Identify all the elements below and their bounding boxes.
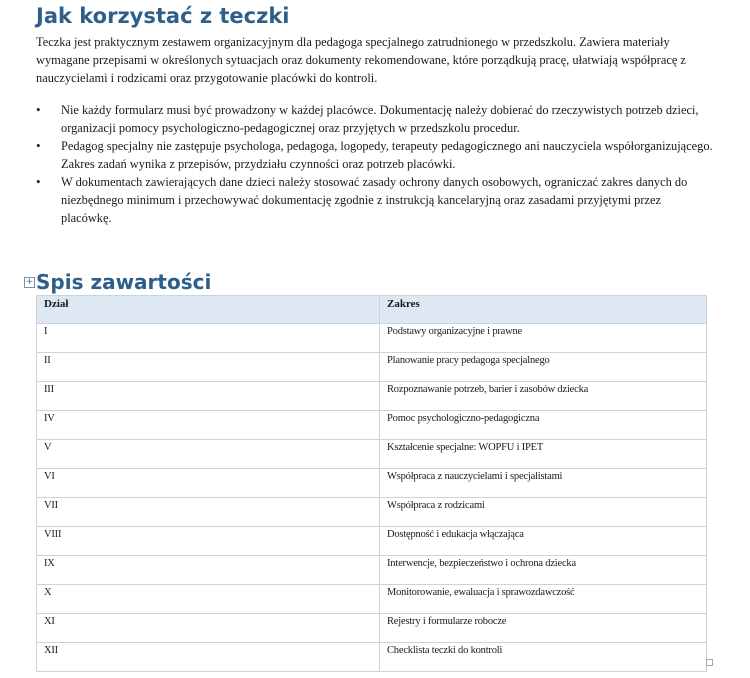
scope-cell: Pomoc psychologiczno-pedagogiczna xyxy=(380,411,707,440)
table-row xyxy=(37,324,707,353)
section-cell: X xyxy=(37,585,380,614)
section-cell: VI xyxy=(37,469,380,498)
document-page xyxy=(36,0,713,672)
section-cell: XII xyxy=(37,643,380,672)
section-cell: I xyxy=(37,324,380,353)
column-header-section: Dział xyxy=(37,296,380,324)
table-row xyxy=(37,353,707,382)
table-row xyxy=(37,643,707,672)
section-heading: Spis zawartości xyxy=(36,270,212,294)
table-row xyxy=(37,556,707,585)
table-row xyxy=(37,382,707,411)
contents-table xyxy=(36,295,707,672)
scope-cell: Planowanie pracy pedagoga specjalnego xyxy=(380,353,707,382)
scope-cell: Interwencje, bezpieczeństwo i ochrona dziecka xyxy=(380,556,707,585)
table-row xyxy=(37,614,707,643)
section-cell: V xyxy=(37,440,380,469)
table-row xyxy=(37,527,707,556)
scope-cell: Rozpoznawanie potrzeb, barier i zasobów dziecka xyxy=(380,382,707,411)
scope-cell: Monitorowanie, ewaluacja i sprawozdawczość xyxy=(380,585,707,614)
scope-cell: Podstawy organizacyjne i prawne xyxy=(380,324,707,353)
section-cell: VIII xyxy=(37,527,380,556)
table-move-handle-icon[interactable]: + xyxy=(25,277,34,287)
section-cell: IX xyxy=(37,556,380,585)
section-cell: II xyxy=(37,353,380,382)
table-row xyxy=(37,440,707,469)
scope-cell: Współpraca z nauczycielami i specjalistami xyxy=(380,469,707,498)
table-row xyxy=(37,411,707,440)
section-cell: IV xyxy=(37,411,380,440)
list-item xyxy=(36,137,713,173)
list-item-text: Nie każdy formularz musi być prowadzony w każdej placówce. Dokumentację należy dobierać do rzeczywistych potrzeb dzieci, organizacji pomocy psychologiczno-pedagogicznej oraz przyjętych w przedszkolu procedur. xyxy=(61,103,699,135)
bullet-icon: • xyxy=(36,174,41,189)
bullet-list xyxy=(36,101,713,227)
table-row xyxy=(37,498,707,527)
list-item xyxy=(36,173,713,227)
section-cell: XI xyxy=(37,614,380,643)
table-row xyxy=(37,469,707,498)
scope-cell: Dostępność i edukacja włączająca xyxy=(380,527,707,556)
table-row xyxy=(37,585,707,614)
bullet-icon: • xyxy=(36,138,41,153)
column-header-scope: Zakres xyxy=(380,296,707,324)
scope-cell: Rejestry i formularze robocze xyxy=(380,614,707,643)
intro-paragraph: Teczka jest praktycznym zestawem organizacyjnym dla pedagoga specjalnego zatrudnionego w przedszkolu. Zawiera materiały wymagane przepisami w określonych sytuacjach oraz dokumenty rekomendowane, które porządkują pracę, ułatwiają współpracę z nauczycielami i rodzicami oraz przygotowanie placówki do kontroli. xyxy=(36,35,686,85)
section-cell: III xyxy=(37,382,380,411)
section-cell: VII xyxy=(37,498,380,527)
table-resize-handle[interactable] xyxy=(706,659,713,666)
scope-cell: Współpraca z rodzicami xyxy=(380,498,707,527)
table-header-row xyxy=(37,296,707,324)
page-title: Jak korzystać z teczki xyxy=(36,4,290,28)
list-item xyxy=(36,101,713,137)
list-item-text: W dokumentach zawierających dane dzieci należy stosować zasady ochrony danych osobowych, ograniczać zakres danych do niezbędnego minimum i przechowywać dokumentację zgodnie z instrukcją kancelaryjną oraz zasadami przyjętymi przez placówkę. xyxy=(61,175,688,225)
scope-cell: Kształcenie specjalne: WOPFU i IPET xyxy=(380,440,707,469)
bullet-icon: • xyxy=(36,102,41,117)
scope-cell: Checklista teczki do kontroli xyxy=(380,643,707,672)
list-item-text: Pedagog specjalny nie zastępuje psychologa, pedagoga, logopedy, terapeuty pedagogicznego ani nauczyciela współorganizującego. Zakres zadań wynika z przepisów, przydziału czynności oraz potrzeb placówki. xyxy=(61,139,713,171)
